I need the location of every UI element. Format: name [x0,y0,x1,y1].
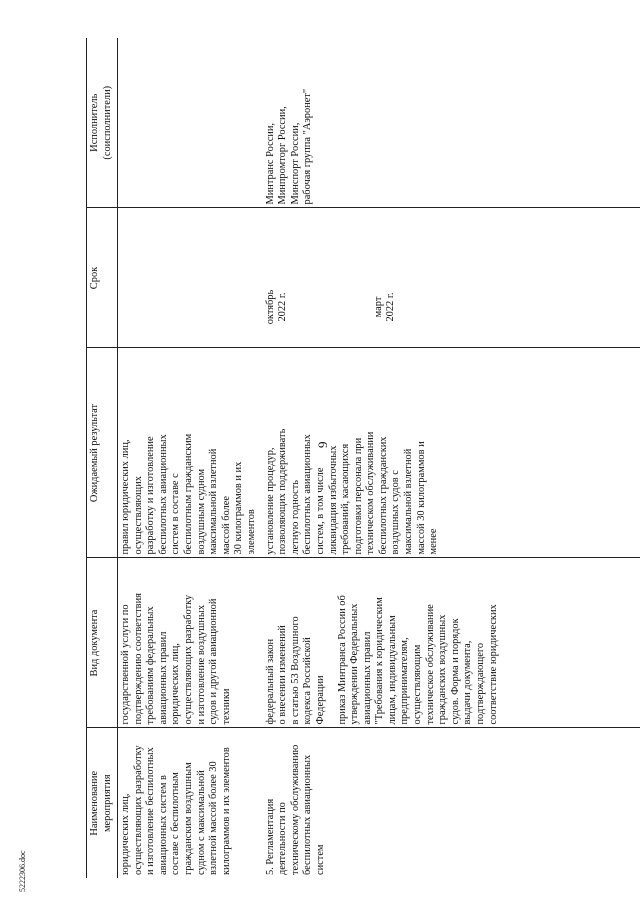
cell-name: юридических лиц, осуществляющих разработку и изготовление беспилотных авиационных систем в составе с беспилотным гражданским воздушным судном с максимальной взлетной массой более 30 килограммов и их элементов [120,745,232,875]
cell-executor [118,38,259,208]
table-row [118,38,259,878]
cell-term [259,208,640,348]
cell-doc-type: государственной услуги по подтверждению соответствия требованиям федеральных авиационных правил юридических лиц, осуществляющих разработку и изготовление воздушных судов и другой авиационной техники [118,558,259,728]
cell-result: правил юридических лиц, осуществляющих разработку и изготовление беспилотных авиационных систем в составе с беспилотным гражданским воздушным судном максимальной взлетной массой более 30 килограммов и их элементов [118,348,259,558]
table-row [259,38,640,878]
cell-name: 5. Регламентация деятельности по техническому обслуживанию беспилотных авиационных систем [264,744,326,875]
header-executor: Исполнитель (соисполнители) [87,38,118,208]
table-header-row [87,38,118,878]
doc-type-order: приказ Минтранса России об утверждении Федеральных авиационных правил "Требования к юридическим лицам, индивидуальным предпринимателям, осуществляющим техническое обслуживание гражданских воздушных судов. Форма и порядок выдачи документа, подтверждающего соответствие юридических [336,595,499,725]
header-doc-type: Вид документа [87,558,118,728]
doc-type-law: федеральный закон о внесении изменений в статью 53 Воздушного кодекса Российской Федерации [264,616,326,725]
page-number: 9 [315,441,330,448]
term-law: октябрь 2022 г. [264,289,289,325]
cell-doc-type [259,558,640,728]
header-name: Наименование мероприятия [87,728,118,878]
term-order: март 2022 г. [372,292,397,322]
document-table-page [86,38,626,878]
cell-result: установление процедур, позволяющих поддерживать летную годность беспилотных авиационных систем, в том числе ликвидация избыточных требований, касающихся подготовки персонала при техническом обслуживании беспилотных гражданских воздушных судов с максимальной взлетной массой 30 килограммов и менее [259,348,640,558]
cell-term [118,208,259,348]
document-filename: 5222306.doc [18,850,27,892]
cell-executor: Минтранс России, Минпромторг России, Минспорт России, рабочая группа "Аэронет" [259,38,640,208]
header-result: Ожидаемый результат [87,348,118,558]
header-term: Срок [87,208,118,348]
measures-table [86,38,640,878]
